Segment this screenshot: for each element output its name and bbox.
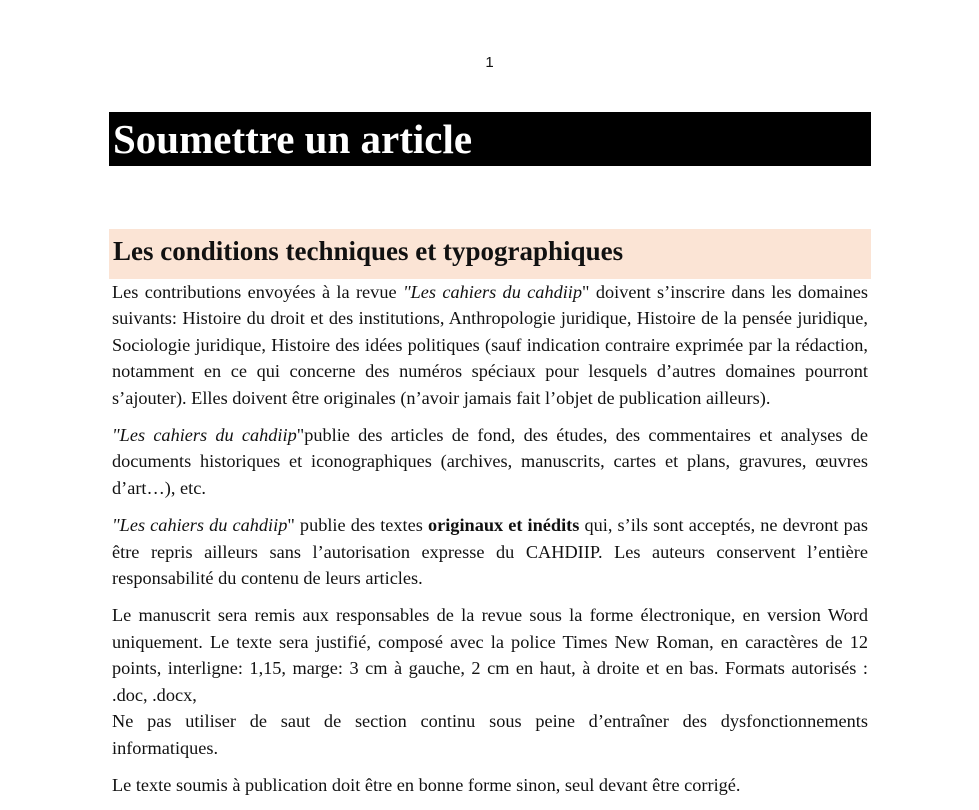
section-banner bbox=[109, 229, 871, 279]
paragraph-text: publie des textes bbox=[294, 515, 428, 536]
paragraph-text: Les contributions envoyées à la revue bbox=[112, 282, 403, 302]
paragraph-text: doivent s’inscrire dans les domaines suivants: Histoire du droit et des institutions, Anthropologie juridique, Histoire de la pensée juridique, Sociologie juridique, Histoire des idées politiques (sauf indication contraire exprimée par la rédaction, notamment en ce qui concerne des numéros spéciaux pour lesquels d’autres domaines pourront s’ajouter). Elles doivent être originales (n’avoir jamais fait l’objet de publication ailleurs). bbox=[112, 282, 869, 408]
paragraph-contributions bbox=[112, 279, 868, 411]
journal-name-quote-close: " bbox=[296, 425, 305, 446]
journal-name-quote-close: " bbox=[582, 282, 590, 302]
journal-name: Les cahiers du cahdiip bbox=[410, 282, 583, 302]
journal-name: "Les cahiers du cahdiip bbox=[112, 425, 297, 446]
journal-name-quote-close: " bbox=[287, 515, 295, 536]
journal-name: "Les cahiers du cahdiip bbox=[112, 515, 288, 536]
paragraph-cutoff: Le texte soumis à publication doit être en bonne forme sinon, seul devant être corrigé. bbox=[112, 774, 741, 795]
paragraph-section-break: Ne pas utiliser de saut de section continu sous peine d’entraîner des dysfonctionnements informatiques. bbox=[112, 711, 868, 758]
page-number: 1 bbox=[485, 54, 494, 71]
paragraph-original-texts bbox=[112, 512, 868, 591]
paragraph-publishes bbox=[112, 422, 868, 501]
paragraph-manuscript: Le manuscrit sera remis aux responsables de la revue sous la forme électronique, en version Word uniquement. Le texte sera justifié, composé avec la police Times New Roman, en caractères de 12 points, interligne: 1,15, marge: 3 cm à gauche, 2 cm en haut, à droite et en bas. Formats autorisés : .doc, .docx, bbox=[112, 605, 868, 705]
paragraph-text: publie des articles de fond, des études, des commentaires et analyses de documents historiques et iconographiques (archives, manuscrits, cartes et plans, gravures, œuvres d’art…), etc. bbox=[112, 425, 869, 498]
section-heading: Les conditions techniques et typographiques bbox=[113, 236, 624, 266]
page-title: Soumettre un article bbox=[113, 116, 473, 162]
title-banner bbox=[109, 112, 871, 166]
body-text bbox=[112, 279, 868, 809]
emphasis-original: originaux et inédits bbox=[427, 515, 580, 536]
journal-name-quote-open: " bbox=[402, 282, 411, 302]
paragraph-text: qui, s’ils sont acceptés, ne devront pas être repris ailleurs sans l’autorisation expresse du CAHDIIP. Les auteurs conservent l’entière responsabilité du contenu de leurs articles. bbox=[112, 515, 868, 589]
